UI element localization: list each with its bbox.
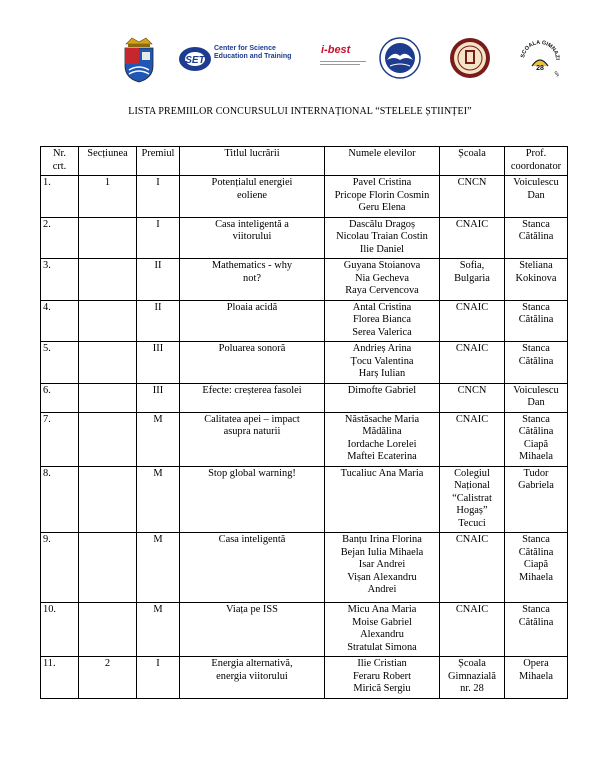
cell-scoala [440, 412, 505, 466]
header-titlu: Titlul lucrării [180, 147, 325, 176]
cell-sectiune [79, 603, 137, 657]
cell-elevi-line: Serea Valerica [352, 326, 412, 338]
cell-elevi-line: Moise Gabriel [352, 616, 412, 628]
table-header-row [41, 147, 568, 176]
cell-sectiune: 1 [79, 176, 137, 218]
cell-prof-line: Stanca [522, 301, 550, 313]
cell-premiu: II [137, 259, 180, 301]
cell-titlu-line: Poluarea sonoră [218, 343, 286, 354]
cell-elevi-line: Nicolau Traian Costin [336, 231, 428, 242]
cell-sectiune [79, 466, 137, 533]
cell-sectiune [79, 300, 137, 342]
cell-prof-line: Stanca [522, 604, 550, 615]
cell-elevi-line: Raya Cervencova [345, 285, 419, 296]
cell-premiu: I [137, 176, 180, 218]
awards-table [40, 146, 568, 699]
cell-premiu: III [137, 383, 180, 412]
cell-titlu [180, 466, 325, 533]
cell-premiu: M [137, 412, 180, 466]
cell-prof-line: Stanca [522, 218, 550, 230]
cell-scoala [440, 176, 505, 218]
cell-elevi-line: Nia Gecheva [355, 272, 409, 284]
cell-prof-line: Ciapă [523, 438, 549, 450]
cell-titlu-line: Stop global warning! [208, 467, 296, 479]
cell-elevi-line: Mădălina [362, 426, 402, 437]
cell-prof [505, 466, 568, 533]
cell-nr: 2. [41, 217, 79, 259]
cell-titlu-line: eoliene [237, 189, 267, 201]
table-row [41, 217, 568, 259]
cell-titlu-line: Viața pe ISS [226, 604, 278, 615]
cell-scoala-line: CNAIC [455, 534, 489, 545]
cell-titlu-line: Mathematics - why [211, 260, 293, 271]
cell-elevi-line: Bejan Iulia Mihaela [340, 546, 424, 558]
cell-sectiune [79, 412, 137, 466]
cell-elevi-line: Stratulat Simona [347, 641, 417, 653]
cell-elevi-line: Mirică Sergiu [353, 683, 411, 694]
table-row [41, 533, 568, 603]
table-row [41, 342, 568, 384]
table-row [41, 603, 568, 657]
cell-prof [505, 342, 568, 384]
cell-elevi [325, 383, 440, 412]
cell-elevi-line: Florea Bianca [353, 314, 411, 325]
cell-premiu: II [137, 300, 180, 342]
cell-elevi-line: Andrieș Arina [352, 343, 412, 354]
cell-titlu-line: Casa inteligentă a [215, 218, 289, 230]
cell-prof-line: Stanca [522, 534, 550, 545]
cell-elevi [325, 300, 440, 342]
table-row [41, 466, 568, 533]
cell-prof [505, 657, 568, 699]
cell-prof [505, 412, 568, 466]
cell-titlu-line: Ploaia acidă [226, 301, 278, 313]
cell-elevi-line: Ilie Daniel [359, 243, 405, 255]
cell-prof [505, 533, 568, 603]
cell-nr: 1. [41, 176, 79, 218]
cell-elevi-line: Pavel Cristina [352, 177, 412, 188]
cell-elevi-line: Antal Cristina [352, 301, 412, 313]
cell-scoala [440, 603, 505, 657]
cell-elevi-line: Țocu Valentina [350, 355, 414, 367]
svg-text:SCOALA GIMNAZIALA: SCOALA GIMNAZI [520, 39, 561, 61]
seal-emblem-icon [448, 36, 492, 80]
cell-elevi [325, 259, 440, 301]
cell-scoala-line: Școala [458, 658, 486, 669]
cell-scoala [440, 466, 505, 533]
cell-prof-line: Voiculescu [513, 384, 559, 396]
cell-elevi-line: Isar Andrei [358, 559, 406, 570]
cell-nr: 5. [41, 342, 79, 384]
header-premiul: Premiul [137, 147, 180, 176]
cell-prof-line: Cătălina [518, 616, 554, 628]
table-body [41, 176, 568, 699]
set-logo [178, 42, 310, 76]
cell-prof [505, 603, 568, 657]
cell-scoala [440, 259, 505, 301]
cell-nr: 4. [41, 300, 79, 342]
cell-prof-line: Gabriela [518, 480, 554, 491]
cell-elevi-line: Iordache Lorelei [347, 438, 417, 450]
school-emblem-icon [518, 36, 562, 80]
cell-prof [505, 217, 568, 259]
cell-scoala [440, 342, 505, 384]
ibest-logo-subtext [320, 60, 368, 69]
cell-prof-line: Opera [523, 658, 549, 669]
cell-scoala [440, 217, 505, 259]
cell-scoala-line: Sofia, [459, 260, 485, 271]
cell-scoala-line: CNAIC [455, 301, 489, 313]
cell-scoala-line: CNAIC [455, 343, 489, 354]
cell-elevi-line: Alexandru [360, 629, 404, 640]
cell-elevi-line: Vișan Alexandru [347, 571, 417, 583]
cell-elevi-line: Ilie Cristian [357, 658, 407, 669]
cell-premiu: I [137, 217, 180, 259]
cell-scoala-line: CNAIC [455, 413, 489, 425]
cell-titlu-line: asupra naturii [223, 426, 281, 437]
header-prof: Prof. coordonator [505, 147, 568, 176]
cell-prof-line: Kokinova [515, 272, 557, 284]
cell-elevi-line: Feraru Robert [353, 670, 411, 682]
header-nr: Nr. crt. [41, 147, 79, 176]
cell-scoala-line: Tecuci [458, 517, 486, 529]
cell-elevi-line: Năstăsache Maria [344, 413, 420, 425]
cell-prof-line: Steliana [519, 260, 553, 271]
cell-prof [505, 383, 568, 412]
cell-prof-line: Cătălina [518, 314, 554, 325]
cell-prof-line: Mihaela [518, 670, 554, 682]
cell-elevi-line: Banțu Irina Florina [342, 534, 422, 545]
header-scoala: Școala [440, 147, 505, 176]
cell-prof-line: Dan [527, 397, 545, 408]
cell-elevi-line: Geru Elena [358, 202, 406, 213]
cell-titlu-line: Potențialul energiei [211, 177, 293, 188]
cell-elevi [325, 603, 440, 657]
cell-prof-line: Cătălina [518, 355, 554, 367]
cell-elevi-line: Maftei Ecaterina [347, 451, 417, 462]
cell-elevi [325, 412, 440, 466]
cell-titlu [180, 176, 325, 218]
cell-scoala-line: CNCN [457, 384, 487, 396]
cell-elevi [325, 342, 440, 384]
cell-scoala-line: CNAIC [455, 604, 489, 615]
cell-prof-line: Tudor [523, 467, 549, 479]
cell-scoala [440, 533, 505, 603]
cell-prof-line: Stanca [522, 413, 550, 425]
cell-titlu-line: viitorului [232, 231, 272, 242]
cell-elevi-line: Andrei [367, 584, 397, 595]
svg-text:SET: SET [185, 55, 205, 66]
cell-titlu-line: Calitatea apei – impact [204, 413, 300, 425]
cell-premiu: M [137, 603, 180, 657]
cell-titlu [180, 533, 325, 603]
cell-scoala-line: CNCN [457, 177, 487, 188]
cell-nr: 10. [41, 603, 79, 657]
cell-scoala-line: Hogaș” [456, 505, 488, 516]
table-row [41, 657, 568, 699]
cell-nr: 6. [41, 383, 79, 412]
cell-titlu [180, 383, 325, 412]
bird-emblem-icon [378, 36, 422, 80]
cell-sectiune [79, 259, 137, 301]
cell-scoala-line: Gimnazială [448, 670, 496, 682]
cell-elevi [325, 533, 440, 603]
cell-prof [505, 259, 568, 301]
cell-prof-line: Voiculescu [513, 177, 559, 188]
cell-prof-line: Mihaela [518, 451, 554, 462]
ibest-logo [318, 42, 370, 72]
cell-scoala [440, 657, 505, 699]
cell-scoala [440, 383, 505, 412]
cell-scoala-line: Național [454, 480, 490, 491]
cell-sectiune [79, 533, 137, 603]
cell-elevi-line: Pricope Florin Cosmin [334, 189, 430, 201]
cell-prof-line: Mihaela [518, 571, 554, 583]
cell-elevi-line: Guyana Stoianova [343, 260, 421, 271]
header-sectiune: Secțiunea [79, 147, 137, 176]
set-logo-text: Center for Science Education and Training [214, 45, 292, 60]
cell-scoala-line: Colegiul [454, 467, 490, 479]
cell-titlu-line: Energia alternativă, [211, 658, 293, 669]
cell-prof-line: Cătălina [518, 231, 554, 242]
cell-elevi [325, 176, 440, 218]
cell-elevi [325, 217, 440, 259]
cell-sectiune [79, 383, 137, 412]
cell-premiu: III [137, 342, 180, 384]
cell-nr: 11. [41, 657, 79, 699]
cell-titlu [180, 342, 325, 384]
cell-titlu-line: energia viitorului [216, 670, 288, 682]
cell-prof [505, 300, 568, 342]
cell-prof-line: Stanca [522, 343, 550, 354]
cell-prof-line: Dan [527, 189, 545, 201]
cell-prof-line: Cătălina [518, 546, 554, 558]
table-row [41, 176, 568, 218]
logo-strip [108, 36, 561, 88]
cell-elevi-line: Dascălu Dragoș [348, 218, 416, 230]
cell-titlu-line: Efecte: creșterea fasolei [202, 384, 302, 396]
cell-prof-line: Cătălina [518, 426, 554, 437]
cell-scoala [440, 300, 505, 342]
cell-elevi-line: Dimofte Gabriel [347, 384, 417, 396]
cell-scoala-line: Bulgaria [454, 272, 490, 284]
cell-scoala-line: nr. 28 [460, 683, 484, 694]
cell-prof-line: Ciapă [523, 559, 549, 570]
svg-text:NR.: NR. [553, 70, 561, 79]
cell-premiu: I [137, 657, 180, 699]
cell-nr: 7. [41, 412, 79, 466]
cell-titlu [180, 217, 325, 259]
city-crest-icon [120, 36, 158, 84]
cell-prof [505, 176, 568, 218]
page-title: LISTA PREMIILOR CONCURSULUI INTERNAȚIONAL “STELELE ȘTIINȚEI” [128, 106, 472, 117]
cell-titlu [180, 657, 325, 699]
cell-titlu [180, 300, 325, 342]
cell-elevi [325, 657, 440, 699]
cell-elevi-line: Micu Ana Maria [347, 604, 417, 615]
table-row [41, 300, 568, 342]
cell-titlu [180, 603, 325, 657]
cell-sectiune [79, 217, 137, 259]
cell-elevi [325, 466, 440, 533]
header-elevi: Numele elevilor [325, 147, 440, 176]
cell-scoala-line: CNAIC [455, 218, 489, 230]
cell-nr: 9. [41, 533, 79, 603]
cell-sectiune: 2 [79, 657, 137, 699]
cell-titlu [180, 259, 325, 301]
svg-text:28: 28 [536, 65, 544, 72]
cell-premiu: M [137, 466, 180, 533]
cell-titlu-line: Casa inteligentă [218, 534, 286, 545]
cell-premiu: M [137, 533, 180, 603]
cell-scoala-line: “Calistrat [452, 492, 492, 504]
cell-nr: 3. [41, 259, 79, 301]
cell-titlu [180, 412, 325, 466]
cell-sectiune [79, 342, 137, 384]
cell-titlu-line: not? [243, 272, 261, 284]
cell-nr: 8. [41, 466, 79, 533]
table-row [41, 383, 568, 412]
ibest-logo-text: i-best [321, 44, 351, 56]
table-row [41, 412, 568, 466]
cell-elevi-line: Tucaliuc Ana Maria [340, 467, 424, 479]
cell-elevi-line: Harș Iulian [358, 368, 406, 379]
table-row [41, 259, 568, 301]
